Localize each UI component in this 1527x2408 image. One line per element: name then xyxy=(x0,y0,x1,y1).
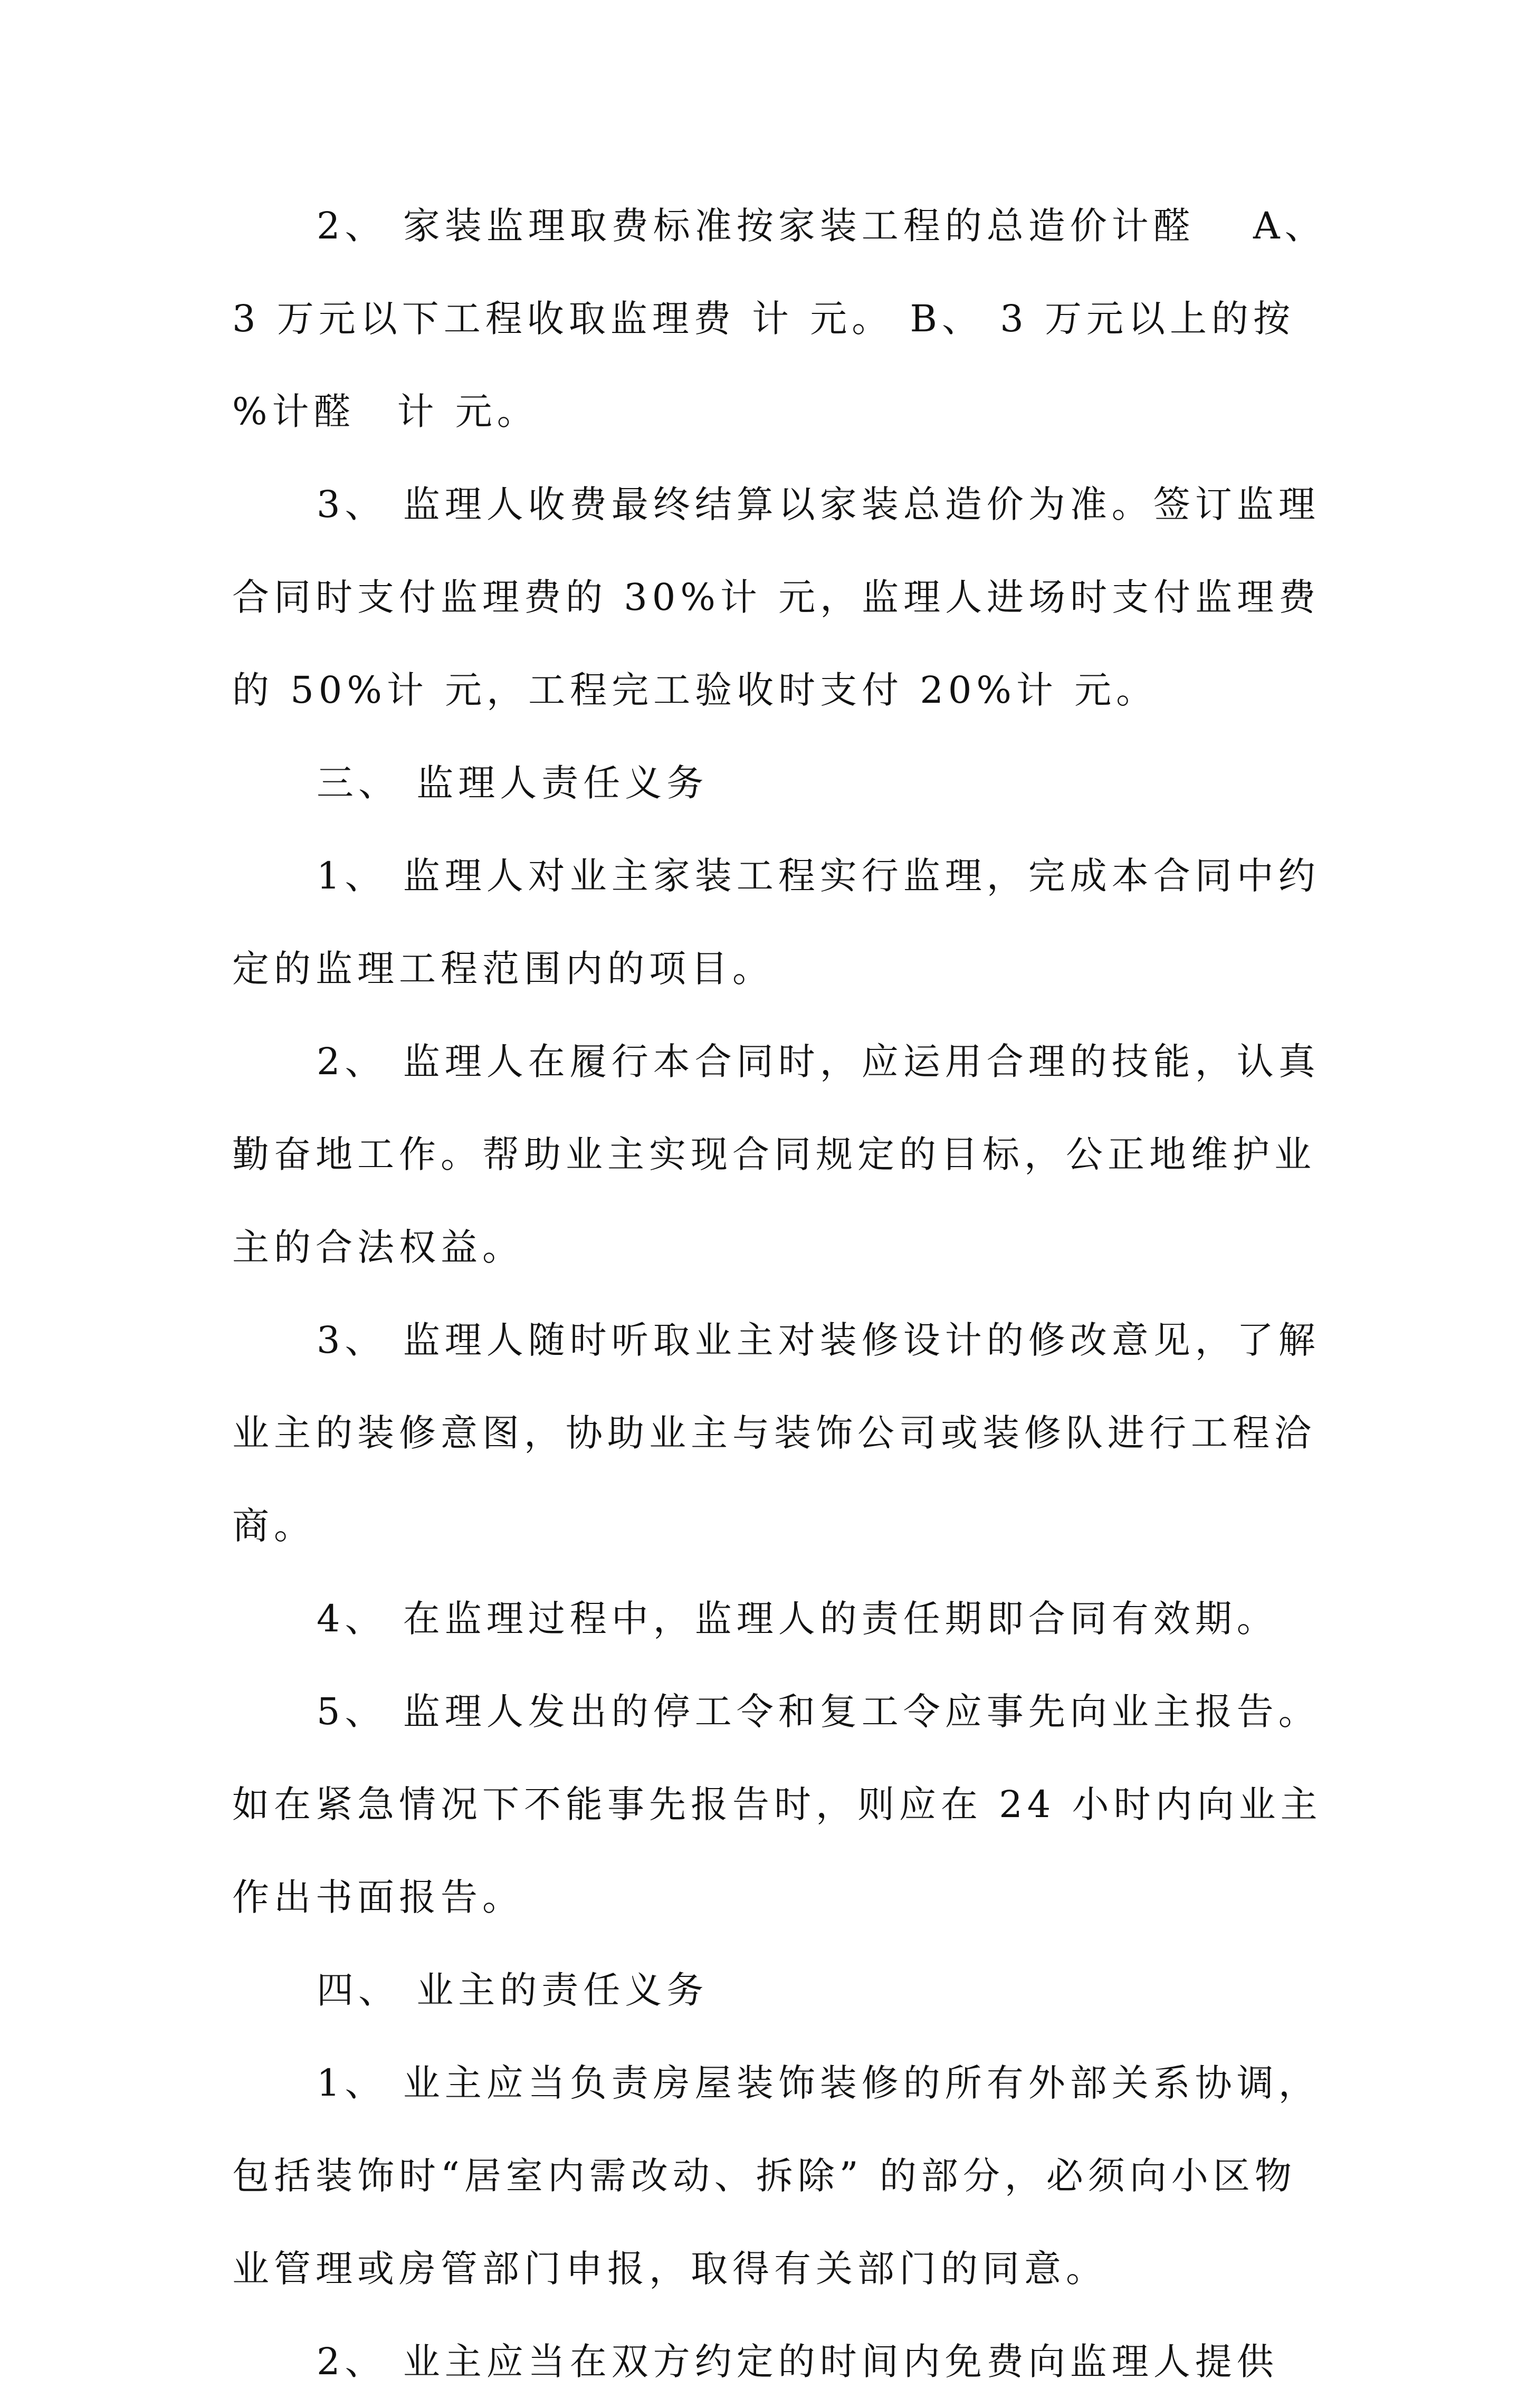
section-heading-owner-duties: 四、 业主的责任义务 xyxy=(317,1969,709,2012)
document-body xyxy=(232,179,1335,2408)
paragraph-supervisor-duty-2: 2、 监理人在履行本合同时，应运用合理的技能，认真勤奋地工作。帮助业主实现合同规定的目标，公正地维护业主的合法权益。 xyxy=(232,1040,1320,1269)
paragraph-supervisor-duty-5: 5、 监理人发出的停工令和复工令应事先向业主报告。如在紧急情况下不能事先报告时，则应在 24 小时内向业主作出书面报告。 xyxy=(232,1690,1322,1919)
paragraph-supervisor-duty-4: 4、 在监理过程中，监理人的责任期即合同有效期。 xyxy=(317,1597,1278,1640)
paragraph-supervisor-duty-3: 3、 监理人随时听取业主对装修设计的修改意见，了解业主的装修意图，协助业主与装饰公司或装修队进行工程洽商。 xyxy=(232,1318,1320,1547)
paragraph-owner-duty-2: 2、 业主应当在双方约定的时间内免费向监理人提供 xyxy=(317,2340,1278,2383)
paragraph-fee-standard: 2、 家装监理取费标准按家装工程的总造价计醛 A、3 万元以下工程收取监理费 计 元。 B、 3 万元以上的按 %计醛 计 元。 xyxy=(232,204,1326,433)
paragraph-owner-duty-1: 1、 业主应当负责房屋装饰装修的所有外部关系协调，包括装饰时“居室内需改动、拆除” 的部分，必须向小区物业管理或房管部门申报，取得有关部门的同意。 xyxy=(232,2061,1320,2290)
section-heading-supervisor-duties: 三、 监理人责任义务 xyxy=(317,761,709,805)
paragraph-fee-settlement: 3、 监理人收费最终结算以家装总造价为准。签订监理合同时支付监理费的 30%计 元，监理人进场时支付监理费的 50%计 元，工程完工验收时支付 20%计 元。 xyxy=(232,483,1321,712)
paragraph-supervisor-duty-1: 1、 监理人对业主家装工程实行监理，完成本合同中约定的监理工程范围内的项目。 xyxy=(232,854,1320,990)
